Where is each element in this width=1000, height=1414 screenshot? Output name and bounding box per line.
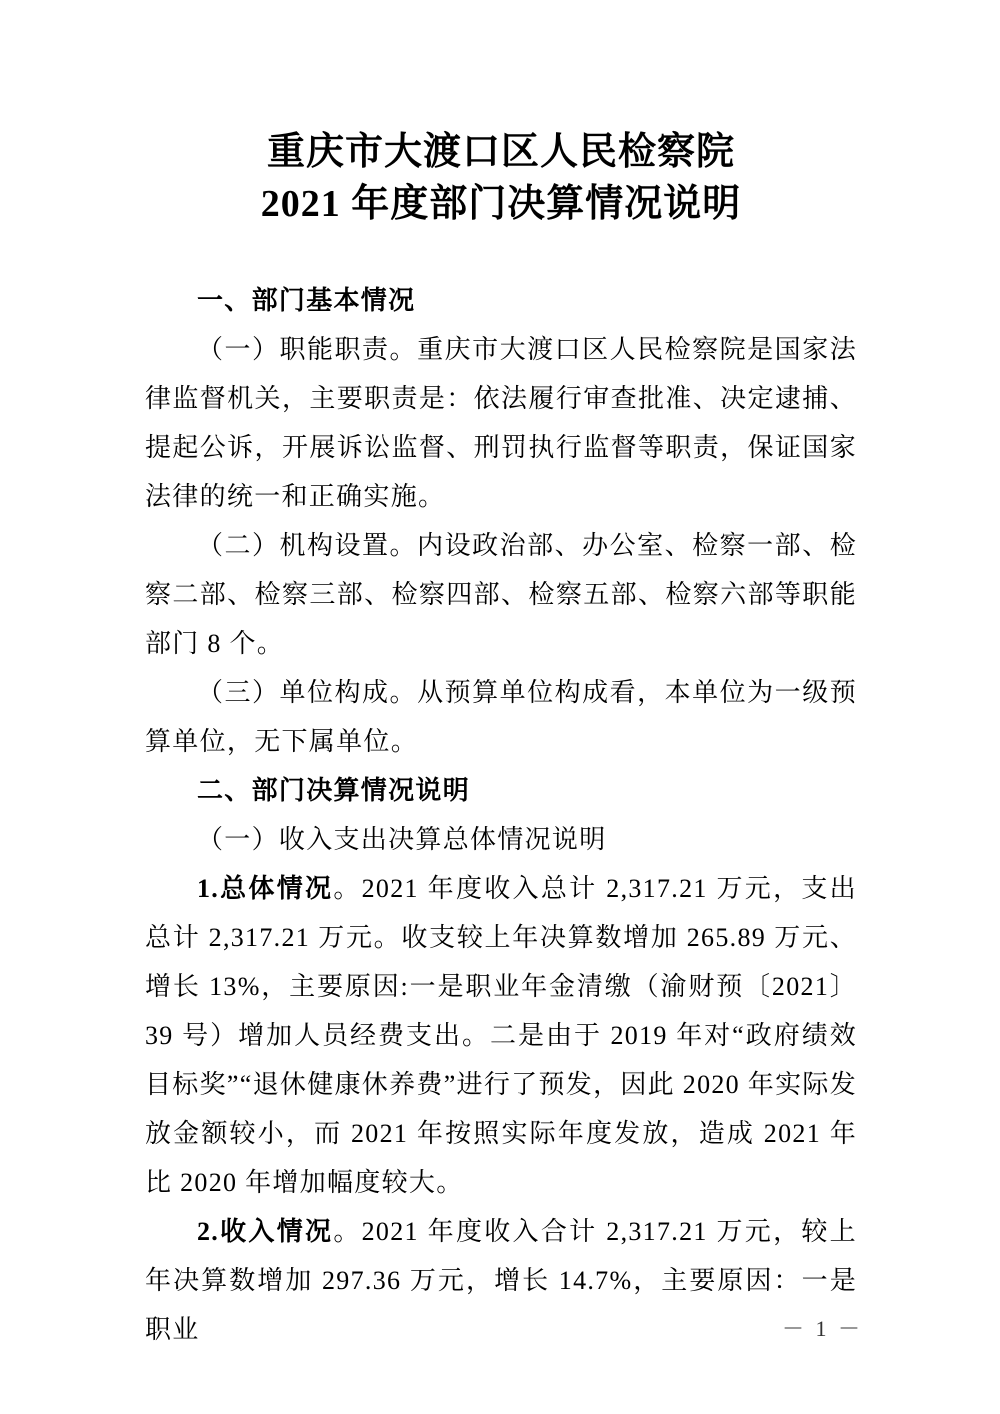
document-title-line2: 2021 年度部门决算情况说明 — [260, 183, 742, 225]
paragraph-overall-situation — [145, 864, 857, 1207]
section-heading-final-accounts: 二、部门决算情况说明 — [197, 775, 471, 805]
document-body — [145, 276, 857, 1354]
paragraph-overall-label: 1.总体情况 — [197, 874, 334, 903]
paragraph-overall-text: 。2021 年度收入总计 2,317.21 万元，支出总计 2,317.21 万元。收支较上年决算数增加 265.89 万元、增长 13%，主要原因:一是职业年金清缴（渝财预〔2021〕39 号）增加人员经费支出。二是由于 2019 年对“政府绩效目标奖”“退休健康休养费”进行了预发，因此 2020 年实际发放金额较小，而 2021 年按照实际年度发放，造成 2021 年比 2020 年增加幅度较大。 — [145, 874, 857, 1197]
document-content — [145, 126, 857, 1354]
document-title-line1: 重庆市大渡口区人民检察院 — [266, 131, 735, 173]
paragraph-duties: （一）职能职责。重庆市大渡口区人民检察院是国家法律监督机关，主要职责是：依法履行审查批准、决定逮捕、提起公诉，开展诉讼监督、刑罚执行监督等职责，保证国家法律的统一和正确实施。 — [145, 335, 857, 511]
paragraph-org-structure: （二）机构设置。内设政治部、办公室、检察一部、检察二部、检察三部、检察四部、检察五部、检察六部等职能部门 8 个。 — [145, 531, 857, 658]
paragraph-unit-composition: （三）单位构成。从预算单位构成看，本单位为一级预算单位，无下属单位。 — [145, 678, 857, 756]
subsection-heading-income-expenditure: （一）收入支出决算总体情况说明 — [197, 825, 607, 854]
paragraph-income-situation — [145, 1207, 857, 1354]
paragraph-income-label: 2.收入情况 — [197, 1217, 334, 1246]
document-title — [145, 126, 857, 230]
paragraph-income-text: 。2021 年度收入合计 2,317.21 万元，较上年决算数增加 297.36 万元，增长 14.7%，主要原因：一是职业 — [145, 1217, 857, 1344]
page-number: － 1 － — [782, 1316, 864, 1341]
section-heading-basic-info: 一、部门基本情况 — [197, 285, 416, 315]
